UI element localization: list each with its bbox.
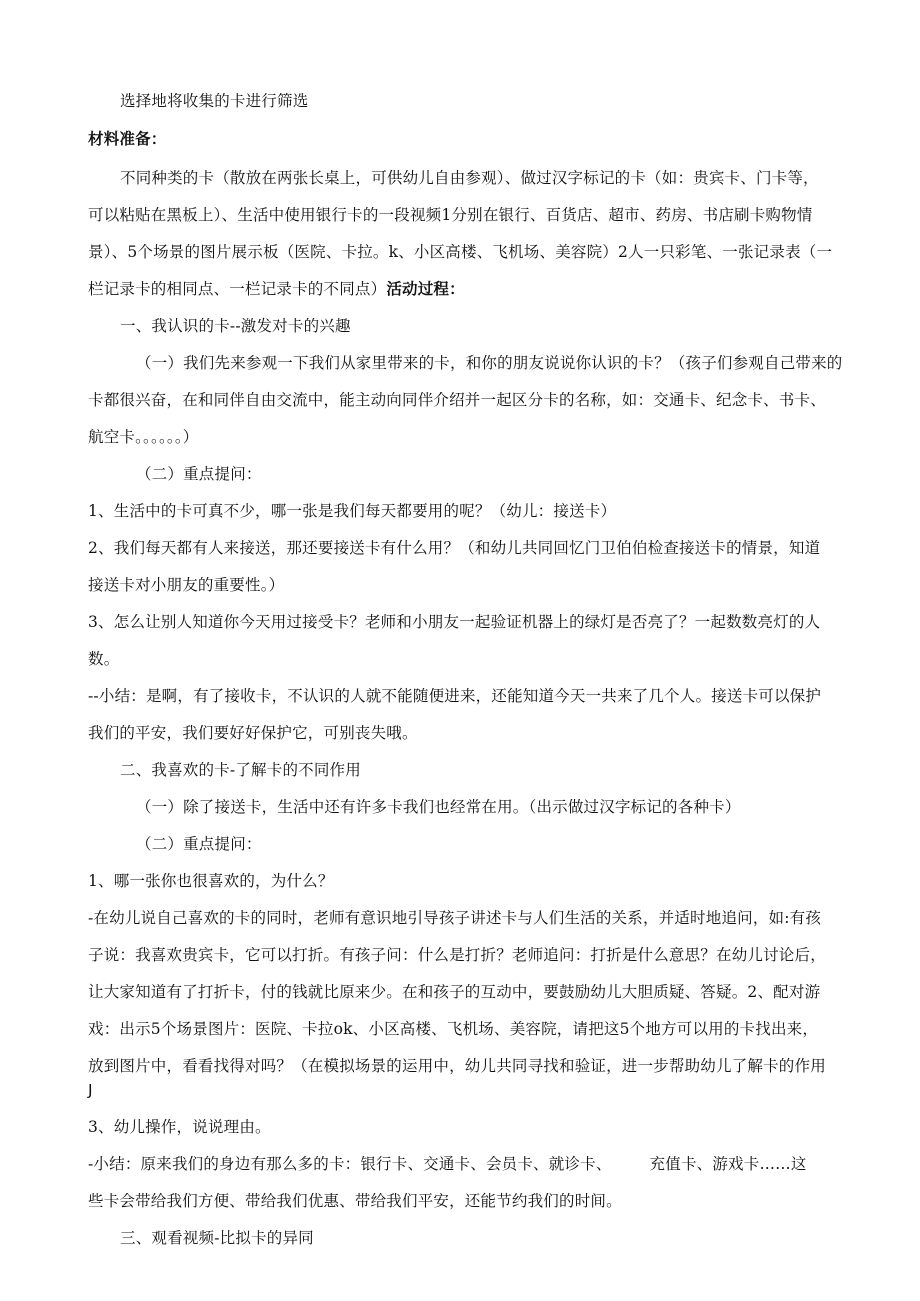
text-line: 卡都很兴奋，在和同伴自由交流中，能主动向同伴介绍并一起区分卡的名称，如：交通卡、纪念卡、书卡、 <box>88 391 826 409</box>
text-line: 可以粘贴在黑板上）、生活中使用银行卡的一段视频1分别在银行、百货店、超市、药房、书店刷卡购物情 <box>88 206 813 224</box>
text-line: 放到图片中，看看找得对吗？（在模拟场景的运用中，幼儿共同寻找和验证，进一步帮助幼儿了解卡的作用 <box>88 1057 826 1075</box>
text-line: 3、幼儿操作，说说理由。 <box>88 1118 271 1136</box>
text-line <box>88 1154 818 1174</box>
text-line: 1、生活中的卡可真不少，哪一张是我们每天都要用的呢？（幼儿：接送卡） <box>88 502 617 520</box>
text-line <box>88 279 818 299</box>
text-line: 不同种类的卡（散放在两张长桌上，可供幼儿自由参观）、做过汉字标记的卡（如：贵宾卡、门卡等， <box>120 169 819 187</box>
section-heading-materials: 材料准备： <box>88 130 167 148</box>
text-line: 数。 <box>88 650 120 668</box>
text-line: 选择地将收集的卡进行筛选 <box>120 92 309 110</box>
text-line: （二）重点提问： <box>136 835 262 853</box>
text-span: 栏记录卡的相同点、一栏记录卡的不同点） <box>88 280 387 298</box>
text-span: -小结：原来我们的身边有那么多的卡：银行卡、交通卡、会员卡、就诊卡、 <box>88 1155 612 1173</box>
text-line: 子说：我喜欢贵宾卡，它可以打折。有孩子问：什么是打折？老师追问：打折是什么意思？在幼儿讨论后， <box>88 946 826 964</box>
text-line: 1、哪一张你也很喜欢的，为什么？ <box>88 872 334 890</box>
text-line: 些卡会带给我们方便、带给我们优惠、带给我们平安，还能节约我们的时间。 <box>88 1192 622 1210</box>
text-line: -在幼儿说自己喜欢的卡的同时，老师有意识地引导孩子讲述卡与人们生活的关系，并适时地追问，如:有孩 <box>88 909 822 927</box>
section-heading-activity: 活动过程： <box>386 280 465 298</box>
text-line: 一、我认识的卡--激发对卡的兴趣 <box>120 317 351 335</box>
text-line: 接送卡对小朋友的重要性。） <box>88 576 285 594</box>
text-line: 戏：出示5个场景图片：医院、卡拉ok、小区高楼、飞机场、美容院，请把这5个地方可以用的卡找出来， <box>88 1020 819 1038</box>
text-span: 充值卡、游戏卡……这 <box>649 1155 807 1173</box>
text-line: 航空卡。。。。。。） <box>88 428 199 446</box>
text-line: 让大家知道有了打折卡，付的钱就比原来少。在和孩子的互动中，要鼓励幼儿大胆质疑、答疑。2、配对游 <box>88 983 821 1001</box>
text-line: （一）除了接送卡，生活中还有许多卡我们也经常在用。（出示做过汉字标记的各种卡） <box>136 798 741 816</box>
text-line: （一）我们先来参观一下我们从家里带来的卡，和你的朋友说说你认识的卡？（孩子们参观自己带来的 <box>136 354 843 372</box>
text-line: J <box>88 1081 93 1099</box>
text-line: 3、怎么让别人知道你今天用过接受卡？老师和小朋友一起验证机器上的绿灯是否亮了？一起数数亮灯的人 <box>88 613 821 631</box>
text-line: --小结：是啊，有了接收卡，不认识的人就不能随便进来，还能知道今天一共来了几个人。接送卡可以保护 <box>88 687 822 705</box>
text-line: 2、我们每天都有人来接送，那还要接送卡有什么用？（和幼儿共同回忆门卫伯伯检查接送卡的情景，知道 <box>88 539 821 557</box>
text-line: 我们的平安，我们要好好保护它，可别丧失哦。 <box>88 724 418 742</box>
text-line: 景）、5个场景的图片展示板（医院、卡拉。k、小区高楼、飞机场、美容院）2人一只彩笔、一张记录表（一 <box>88 243 833 261</box>
text-line: 二、我喜欢的卡-了解卡的不同作用 <box>120 761 361 779</box>
text-line: 三、观看视频-比拟卡的异同 <box>120 1229 314 1247</box>
text-line: （二）重点提问： <box>136 465 262 483</box>
